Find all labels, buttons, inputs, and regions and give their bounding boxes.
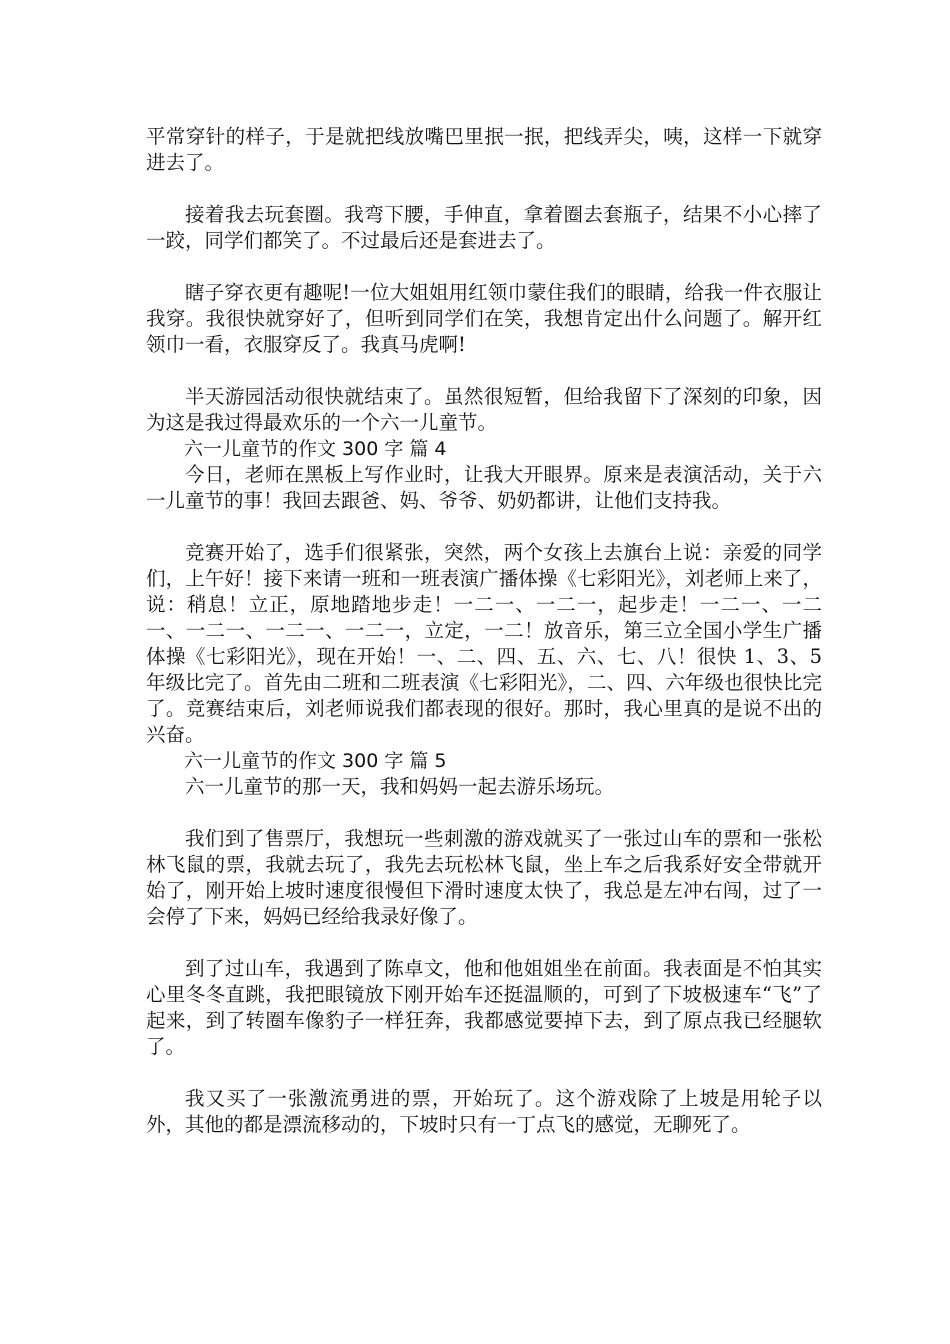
paragraph-essay5-ticket-hall: 我们到了售票厅，我想玩一些刺激的游戏就买了一张过山车的票和一张松林飞鼠的票，我就去玩了，我先去玩松林飞鼠，坐上车之后我系好安全带就开始了，刚开始上坡时速度很慢但下滑时速度太快了，我总是左冲右闯，过了一会停了下来，妈妈已经给我录好像了。 [146, 827, 822, 928]
paragraph-essay4-intro: 今日，老师在黑板上写作业时，让我大开眼界。原来是表演活动，关于六一儿童节的事！我回去跟爸、妈、爷爷、奶奶都讲，让他们支持我。 [146, 463, 822, 512]
document-page [146, 124, 822, 1138]
essay4-heading: 六一儿童节的作文 300 字 篇 4 [184, 438, 447, 460]
paragraph-ring-toss: 接着我去玩套圈。我弯下腰，手伸直，拿着圈去套瓶子，结果不小心摔了一跤，同学们都笑了。不过最后还是套进去了。 [146, 203, 822, 252]
paragraph-essay5-log-flume: 我又买了一张激流勇进的票，开始玩了。这个游戏除了上坡是用轮子以外，其他的都是漂流移动的，下坡时只有一丁点飞的感觉，无聊死了。 [146, 1087, 822, 1136]
paragraph-essay3-ending: 半天游园活动很快就结束了。虽然很短暂，但给我留下了深刻的印象，因为这是我过得最欢乐的一个六一儿童节。 [146, 385, 822, 434]
paragraph-essay5-roller-coaster: 到了过山车，我遇到了陈卓文，他和他姐姐坐在前面。我表面是不怕其实心里冬冬直跳，我把眼镜放下刚开始车还挺温顺的，可到了下坡极速车“飞”了起来，到了转圈车像豹子一样狂奔，我都感觉要掉下去，到了原点我已经腿软了。 [146, 957, 822, 1058]
paragraph-essay5-intro: 六一儿童节的那一天，我和妈妈一起去游乐场玩。 [185, 775, 615, 798]
paragraph-essay4-competition: 竞赛开始了，选手们很紧张，突然，两个女孩上去旗台上说：亲爱的同学们，上午好！接下来请一班和一班表演广播体操《七彩阳光》，刘老师上来了，说：稍息！立正，原地踏地步走！一二一、一二一，起步走！一二一、一二一、一二一、一二一、一二一，立定，一二！放音乐，第三立全国小学生广播体操《七彩阳光》，现在开始！一、二、四、五、六、七、八！很快 1、3、5 年级比完了。首先由二班和二班表演《七彩阳光》，二、四、六年级也很快比完了。竞赛结束后，刘老师说我们都表现的很好。那时，我心里真的是说不出的兴奋。 [146, 541, 822, 746]
essay5-heading: 六一儿童节的作文 300 字 篇 5 [184, 750, 447, 772]
paragraph-needle-continued: 平常穿针的样子，于是就把线放嘴巴里抿一抿，把线弄尖，咦，这样一下就穿进去了。 [146, 125, 822, 174]
paragraph-blindfold-dressing: 瞎子穿衣更有趣呢!一位大姐姐用红领巾蒙住我们的眼睛，给我一件衣服让我穿。我很快就穿好了，但听到同学们在笑，我想肯定出什么问题了。解开红领巾一看，衣服穿反了。我真马虎啊! [146, 281, 822, 356]
